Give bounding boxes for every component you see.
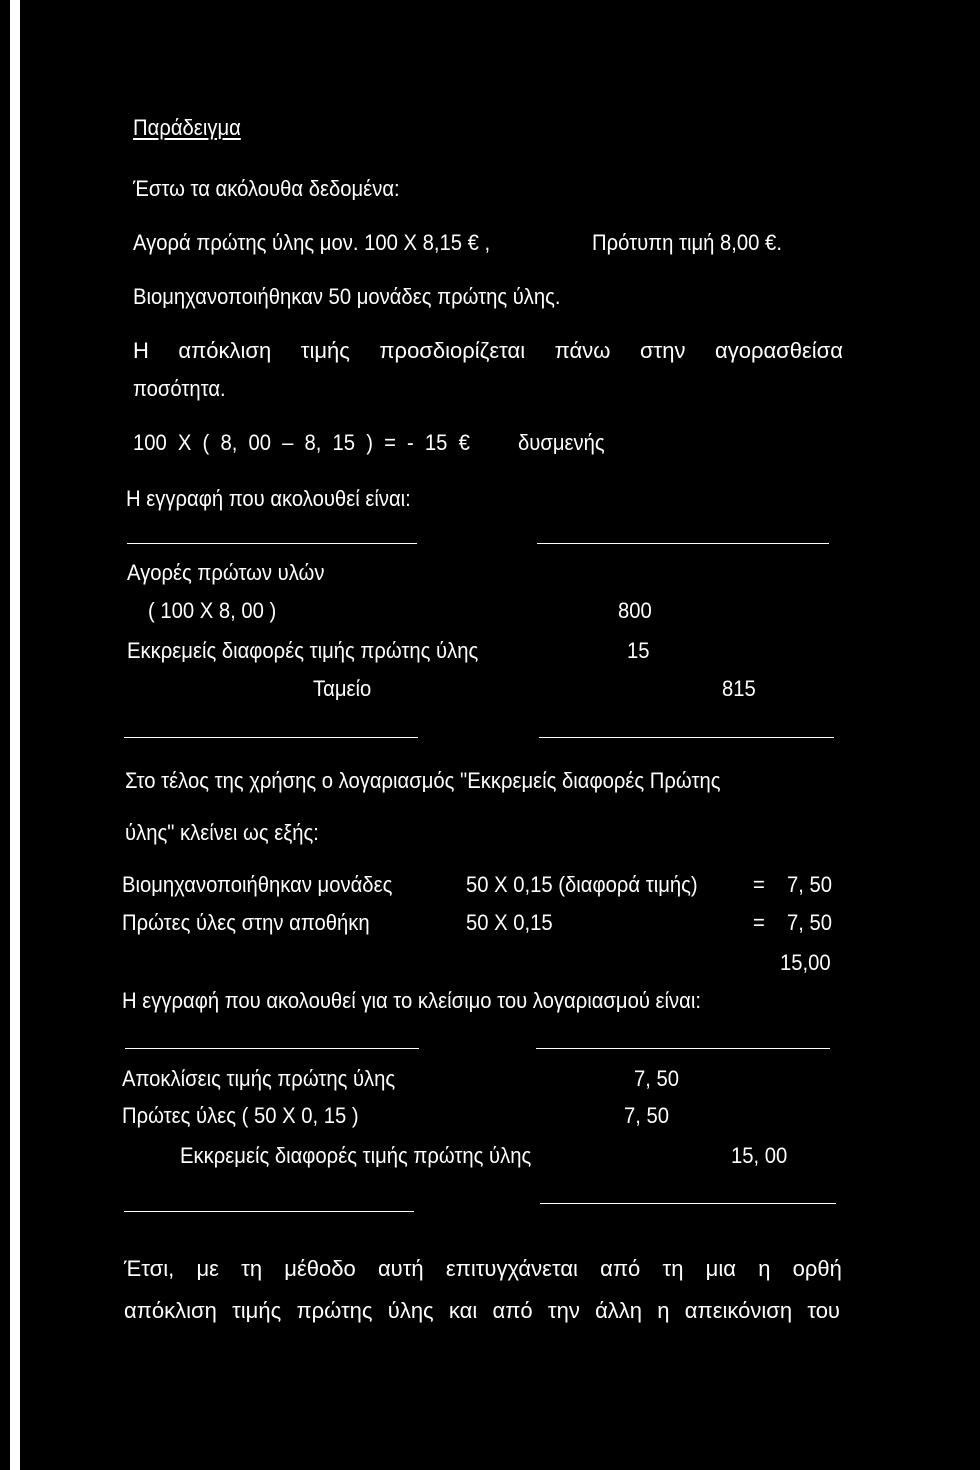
produced-text: Βιομηχανοποιήθηκαν 50 μονάδες πρώτης ύλης.	[133, 284, 561, 309]
closing-text-line2: ύλης" κλείνει ως εξής:	[125, 820, 319, 845]
conclusion-line1	[124, 1256, 842, 1282]
credit-account: Ταμείο	[313, 676, 372, 701]
entry-rule-left	[124, 1211, 414, 1212]
debit-account: Αγορές πρώτων υλών	[127, 560, 325, 585]
conclusion-line2	[124, 1298, 840, 1324]
equals-sign: =	[753, 872, 765, 897]
debit-account: Εκκρεμείς διαφορές τιμής πρώτης ύλης	[127, 638, 479, 663]
closing-row-calc: 50 Χ 0,15	[466, 910, 553, 935]
word: επιτυγχάνεται	[445, 1256, 578, 1281]
word: από	[600, 1256, 641, 1281]
variance-text-line2: ποσότητα.	[133, 376, 226, 401]
entry-rule-left	[124, 737, 418, 738]
debit-amount: 15	[627, 638, 650, 663]
entry-rule-right	[536, 1048, 830, 1049]
word: στην	[639, 338, 686, 363]
word: Έτσι,	[124, 1256, 175, 1281]
word: άλλη	[595, 1298, 643, 1323]
credit-amount: 15, 00	[731, 1143, 788, 1168]
word: ορθή	[792, 1256, 842, 1281]
entry-rule-left	[127, 543, 417, 544]
intro-text: Έστω τα ακόλουθα δεδομένα:	[133, 176, 400, 201]
word: τη	[241, 1256, 263, 1281]
word: ύλης	[387, 1298, 434, 1323]
debit-account-detail: ( 100 Χ 8, 00 )	[148, 598, 277, 623]
word: από	[492, 1298, 533, 1323]
word: αυτή	[377, 1256, 424, 1281]
closing-text-line1: Στο τέλος της χρήσης ο λογαριασμός "Εκκρεμείς διαφορές Πρώτης	[125, 768, 721, 793]
standard-price-text: Πρότυπη τιμή 8,00 €.	[592, 230, 782, 255]
entry-intro: Η εγγραφή που ακολουθεί είναι:	[126, 486, 411, 511]
entry-rule-left	[125, 1048, 419, 1049]
section-heading: Παράδειγμα	[133, 115, 241, 140]
word: απεικόνιση	[684, 1298, 793, 1323]
word: μια	[705, 1256, 736, 1281]
word: απόκλιση	[178, 338, 272, 363]
word: τιμής	[232, 1298, 282, 1323]
debit-amount: 800	[618, 598, 652, 623]
closing-row-amount: 7, 50	[787, 910, 833, 935]
closing-total: 15,00	[780, 950, 831, 975]
entry-rule-right	[540, 1203, 836, 1204]
closing-row-amount: 7, 50	[787, 872, 833, 897]
word: προσδιορίζεται	[379, 338, 526, 363]
word: η	[758, 1256, 771, 1281]
word: η	[657, 1298, 670, 1323]
debit-amount: 7, 50	[634, 1066, 680, 1091]
word: μέθοδο	[284, 1256, 356, 1281]
word: τη	[662, 1256, 684, 1281]
purchase-text: Αγορά πρώτης ύλης μον. 100 Χ 8,15 € ,	[133, 230, 491, 255]
word: απόκλιση	[124, 1298, 217, 1323]
debit-amount: 7, 50	[624, 1103, 670, 1128]
variance-text-line	[133, 338, 843, 364]
word: Η	[133, 338, 149, 363]
equals-sign: =	[753, 910, 765, 935]
variance-type: δυσμενής	[518, 430, 605, 455]
variance-calculation: 100 Χ ( 8, 00 – 8, 15 ) = - 15 €	[133, 430, 470, 455]
closing-row-label: Βιομηχανοποιήθηκαν μονάδες	[122, 872, 393, 897]
closing-entry-intro: Η εγγραφή που ακολουθεί για το κλείσιμο του λογαριασμού είναι:	[122, 988, 701, 1013]
page-edge	[10, 0, 20, 1470]
debit-account: Πρώτες ύλες ( 50 Χ 0, 15 )	[122, 1103, 359, 1128]
word: πρώτης	[296, 1298, 373, 1323]
word: την	[547, 1298, 580, 1323]
credit-account: Εκκρεμείς διαφορές τιμής πρώτης ύλης	[180, 1143, 532, 1168]
word: τιμής	[300, 338, 350, 363]
word: πάνω	[554, 338, 611, 363]
entry-rule-right	[537, 543, 829, 544]
word: αγορασθείσα	[714, 338, 843, 363]
entry-rule-right	[539, 737, 834, 738]
debit-account: Αποκλίσεις τιμής πρώτης ύλης	[122, 1066, 396, 1091]
closing-row-calc: 50 Χ 0,15 (διαφορά τιμής)	[466, 872, 698, 897]
word: και	[448, 1298, 478, 1323]
word: του	[807, 1298, 840, 1323]
word: με	[196, 1256, 219, 1281]
credit-amount: 815	[722, 676, 756, 701]
closing-row-label: Πρώτες ύλες στην αποθήκη	[122, 910, 370, 935]
